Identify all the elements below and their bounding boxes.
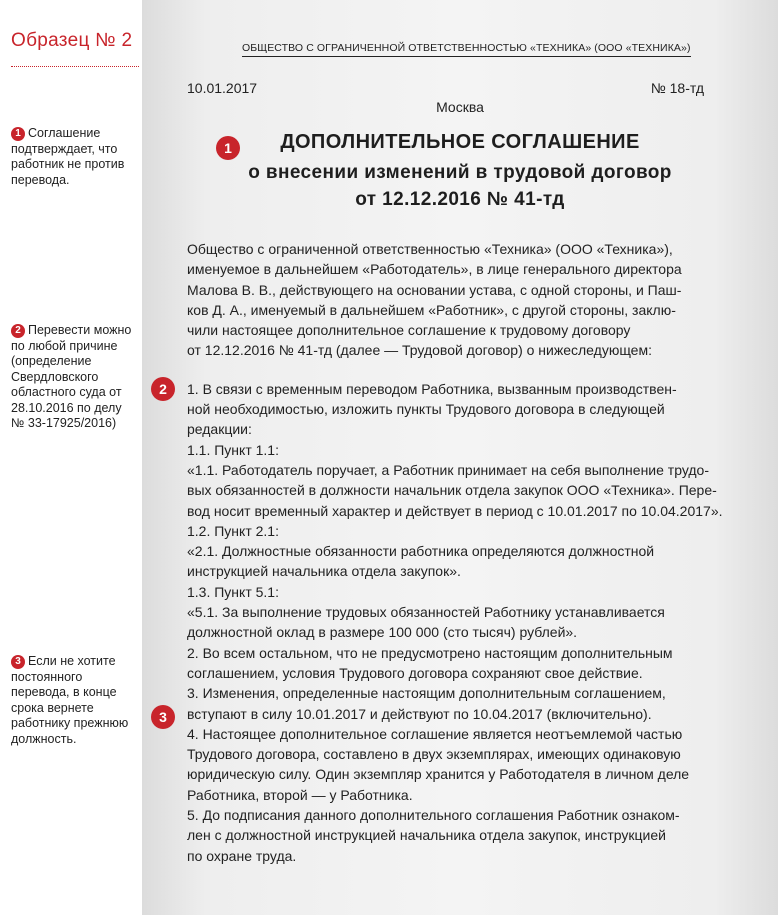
document-date: 10.01.2017 [187,80,258,96]
clause-line: Трудового договора, составлено в двух экземплярах, имеющих одинаковую [187,746,681,763]
document-number: № 18-тд [650,80,704,96]
sidebar [0,0,142,915]
document-body [187,239,762,866]
clause-line: «2.1. Должностные обязанности работника определяются должностной [187,543,655,560]
clause-line: 1.1. Пункт 1.1: [187,441,279,458]
note-marker-3: 3 [11,655,25,669]
document-title: ДОПОЛНИТЕЛЬНОЕ СОГЛАШЕНИЕ [280,131,640,153]
document-city: Москва [436,99,484,115]
clause-line: 3. Изменения, определенные настоящим дополнительным соглашением, [187,685,666,702]
document-subtitle: о внесении изменений в трудовой договор [248,162,672,183]
preamble-line: от 12.12.2016 № 41-тд (далее — Трудовой договор) о нижеследующем: [187,342,652,359]
clause-line: лен с должностной инструкцией начальника отдела закупок, инструкцией [187,827,666,844]
organization-header: ОБЩЕСТВО С ОГРАНИЧЕННОЙ ОТВЕТСТВЕННОСТЬЮ «ТЕХНИКА» (ООО «ТЕХНИКА») [242,42,691,57]
clause-line: соглашением, условия Трудового договора сохраняют свое действие. [187,664,643,681]
note-marker-1: 1 [11,127,25,141]
clause-line: вых обязанностей в должности начальник отдела закупок ООО «Техника». Пере- [187,482,717,499]
side-note-3 [11,654,136,747]
side-note-2 [11,323,136,432]
document-subtitle-date: от 12.12.2016 № 41-тд [355,189,565,210]
sample-title: Образец № 2 [11,30,133,51]
sample-title-divider [11,66,139,67]
side-note-text: Если не хотите постоянного перевода, в конце срока вернете работнику прежнюю должность. [11,654,129,746]
clause-line: 4. Настоящее дополнительное соглашение является неотъемлемой частью [187,725,683,742]
clause-line: «1.1. Работодатель поручает, а Работник принимает на себя выполнение трудо- [187,461,709,478]
clause-line: «5.1. За выполнение трудовых обязанностей Работнику устанавливается [187,604,665,621]
side-note-text: Перевести можно по любой причине (определение Свердловского областного суда от 28.10.2016 по делу № 33-17925/2016) [11,323,132,430]
side-note-1 [11,126,136,188]
side-note-text: Соглашение подтверждает, что работник не против перевода. [11,126,125,187]
preamble-line: чили настоящее дополнительное соглашение к трудовому договору [187,322,631,339]
annotation-badge-2: 2 [151,377,175,401]
clause-line: по охране труда. [187,847,297,864]
clause-line: вступают в силу 10.01.2017 и действуют по 10.04.2017 (включительно). [187,705,652,722]
preamble-line: Общество с ограниченной ответственностью «Техника» (ООО «Техника»), [187,241,673,257]
clause-line: редакции: [187,421,252,438]
preamble-line: именуемое в дальнейшем «Работодатель», в лице генерального директора [187,261,682,278]
clause-line: юридическую силу. Один экземпляр хранится у Работодателя в личном деле [187,766,690,783]
clause-line: ной необходимостью, изложить пункты Трудового договора в следующей [187,401,665,418]
preamble-line: ков Д. А., именуемый в дальнейшем «Работник», с другой стороны, заклю- [187,301,676,318]
preamble [187,239,762,361]
note-marker-2: 2 [11,324,25,338]
clause-line: вод носит временный характер и действует в период с 10.01.2017 по 10.04.2017». [187,502,723,519]
clauses [187,379,762,866]
clause-line: Работника, второй — у Работника. [187,786,413,803]
annotation-badge-1: 1 [216,136,240,160]
clause-line: инструкцией начальника отдела закупок». [187,563,461,580]
clause-line: 5. До подписания данного дополнительного соглашения Работник ознаком- [187,807,680,824]
clause-line: должностной оклад в размере 100 000 (сто тысяч) рублей». [187,624,578,641]
document-page [142,0,778,915]
clause-line: 1. В связи с временным переводом Работника, вызванным производствен- [187,380,677,397]
clause-line: 1.2. Пункт 2.1: [187,522,279,539]
clause-line: 2. Во всем остальном, что не предусмотрено настоящим дополнительным [187,644,673,661]
annotation-badge-3: 3 [151,705,175,729]
preamble-line: Малова В. В., действующего на основании устава, с одной стороны, и Паш- [187,281,682,298]
clause-line: 1.3. Пункт 5.1: [187,583,279,600]
